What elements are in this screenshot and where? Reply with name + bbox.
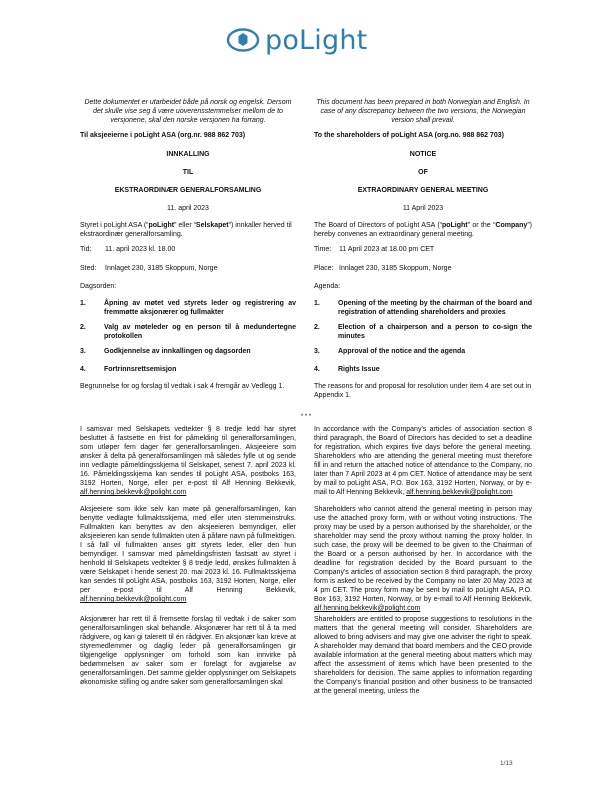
polight-logo <box>226 24 367 56</box>
left-agenda-item: 2. Valg av møteleder og en person til å medundertegne protokollen <box>80 324 296 340</box>
right-date: 11 April 2023 <box>402 205 444 212</box>
right-convene: The Board of Directors of poLight ASA (“poLight” or the “Company”) hereby convenes an extraordinary general meeting. <box>314 222 532 238</box>
left-time: Tid: 11. april 2023 kl. 18.00 <box>80 246 176 253</box>
right-agenda-item: 1. Opening of the meeting by the chairman of the board and registration of attending shareholders and proxies <box>314 300 532 316</box>
right-agenda-item: 3. Approval of the notice and the agenda <box>314 348 466 355</box>
left-addressee: Til aksjeeierne i poLight ASA (org.nr. 988 862 703) <box>80 132 246 139</box>
email-link[interactable]: alf.henning.bekkevik@polight.com <box>314 605 421 612</box>
right-para-registration: In accordance with the Company's articles of association section 8 third paragraph, the Board of Directors has decided to set a deadline for registration, which expires five days before the general meeting. Shareholders who are attending the general meeting must therefore fill in and return the attached notice of attendance to the Company, no later than 7 April 2023 at 4 pm CET. Notice of attendance may be sent by mail to poLight ASA, P.O. Box 163, 3192 Horten, Norway, or by e-mail to Alf Henning Bekkevik, alf.henning.bekkevik@polight.com <box>314 426 532 496</box>
right-place: Place: Innlaget 230, 3185 Skoppum, Norge <box>314 265 452 272</box>
right-para-rights: Shareholders are entitled to propose suggestions to resolutions in the matters that the general meeting will consider. Shareholders are allowed to bring advisers and may give one adviser the right to speak. A shareholder may demand that board members and the CEO provide available information at the general meeting about matters which may affect the assessment of items which have been presented to the shareholders for decision. The same applies to information regarding the Company's financial position and other business to be transacted at the general meeting, unless the <box>314 616 532 695</box>
right-addressee: To the shareholders of poLight ASA (org.no. 988 862 703) <box>314 132 504 139</box>
right-agenda-item: 2. Election of a chairperson and a person to co-sign the minutes <box>314 324 532 340</box>
right-title-1: NOTICE <box>409 151 437 158</box>
right-title-3: EXTRAORDINARY GENERAL MEETING <box>357 187 489 194</box>
left-para-proxy: Aksjeeiere som ikke selv kan møte på generalforsamlingen, kan benytte vedlagte fullmaktsskjema, med eller uten stemmeinstruks. Fullmakten kan benyttes av den aksjeeieren bemyndiger, eller aksjeeieren kan sende fullmakten uten å påføre navn på fullmektigen. I så fall vil fullmakten anses gitt styrets leder, eller den hun bemyndiger. I samsvar med påmeldingsfristen fastsatt av styret i henhold til Selskapets vedtekter § 8 tredje ledd, ønskes fullmakten å være Selskapet i hende senest 20. mai 2023 kl. 16. Fullmaktsskjema kan sendes til poLight ASA, postboks 163, 3192 Horten, Norge, eller per e-post til Alf Henning Bekkevik, alf.henning.bekkevik@polight.com <box>80 506 296 603</box>
left-date: 11. april 2023 <box>167 205 209 212</box>
left-title-3: EKSTRAORDINÆR GENERALFORSAMLING <box>114 187 262 194</box>
email-link[interactable]: alf.henning.bekkevik@polight.com <box>80 489 187 496</box>
left-agenda-item: 4. Fortrinnsrettsemisjon <box>80 366 177 373</box>
page-number: 1/13 <box>500 760 513 767</box>
left-title-2: TIL <box>182 169 194 176</box>
left-para-rights: Aksjonærer har rett til å fremsette forslag til vedtak i de saker som generalforsamlingen skal behandle. Aksjonærer har rett til å ta med rådgivere, og kan gi talerett til én rådgiver. En aksjonær kan kreve at styremedlemmer og daglig leder på generalforsamlingen gir tilgjengelige opplysninger om forhold som kan innvirke på bedømmelsen av saker som er forelagt for avgjørelse av generalforsamlingen. Det samme gjelder opplysninger om Selskapets økonomiske stilling og andre saker som generalforsamlingen skal <box>80 616 296 686</box>
right-agenda-item: 4. Rights Issue <box>314 366 380 373</box>
left-agenda-item: 3. Godkjennelse av innkallingen og dagsorden <box>80 348 251 355</box>
section-separator: * * * <box>300 414 312 420</box>
right-para-proxy: Shareholders who cannot attend the general meeting in person may use the attached proxy form, with or without voting instructions. The proxy may be used by a person authorised by the shareholder, or the shareholder may send the proxy without naming the proxy holder. In such case, the proxy will be deemed to be given to the Chairman of the Board or a person authorised by her. In accordance with the deadline for registration decided by the Board pursuant to the Company's articles of association section 8 third paragraph, the proxy form is asked to be received by the Company no later 20 May 2023 at 4 pm CET. The proxy form may be sent by mail to poLight ASA, P.O. Box 163, 3192 Horten, Norway, or by e-mail to Alf Henning Bekkevik, alf.henning.bekkevik@polight.com <box>314 506 532 612</box>
logo-text: poLight <box>265 24 368 56</box>
left-place: Sted: Innlaget 230, 3185 Skoppum, Norge <box>80 265 218 272</box>
left-intro: Dette dokumentet er utarbeidet både på norsk og engelsk. Dersom det skulle vise seg å være uoverensstemmelser mellom de to versjonene, skal den norske versjonen ha forrang. <box>84 99 292 124</box>
right-title-2: OF <box>418 169 428 176</box>
right-time: Time: 11 April 2023 at 18.00 pm CET <box>314 246 435 253</box>
left-convene: Styret i poLight ASA (“poLight” eller “Selskapet”) innkaller herved til ekstraordinær generalforsamling. <box>80 222 292 238</box>
right-reasons: The reasons for and proposal for resolution under item 4 are set out in Appendix 1. <box>314 383 532 399</box>
left-agenda-label: Dagsorden: <box>80 283 117 290</box>
right-intro: This document has been prepared in both Norwegian and English. In case of any discrepancy between the two versions, the Norwegian version shall prevail. <box>316 99 530 124</box>
left-para-registration: I samsvar med Selskapets vedtekter § 8 tredje ledd har styret besluttet å fastsette en frist for påmelding til generalforsamlingen, som utløper fem dager før generalforsamlingen. Aksjeeiere som ønsker å delta på generalforsamlingen må således fylle ut og sende inn vedlagte påmeldingsskjema til Selskapet, senest 7. april 2023 kl. 16. Påmeldingsskjema kan sendes til poLight ASA, postboks 163, 3192 Horten, Norge, eller per e-post til Alf Henning Bekkevik, alf.henning.bekkevik@polight.com <box>80 426 296 496</box>
email-link[interactable]: alf.henning.bekkevik@polight.com <box>406 489 513 496</box>
left-title-1: INNKALLING <box>166 151 210 158</box>
left-agenda-item: 1. Åpning av møtet ved styrets leder og registrering av fremmøtte aksjonærer og fullmakter <box>80 300 296 316</box>
left-reasons: Begrunnelse for og forslag til vedtak i sak 4 fremgår av Vedlegg 1. <box>80 383 285 390</box>
polight-logo-icon <box>226 24 260 56</box>
right-agenda-label: Agenda: <box>314 283 341 290</box>
email-link[interactable]: alf.henning.bekkevik@polight.com <box>80 596 187 603</box>
